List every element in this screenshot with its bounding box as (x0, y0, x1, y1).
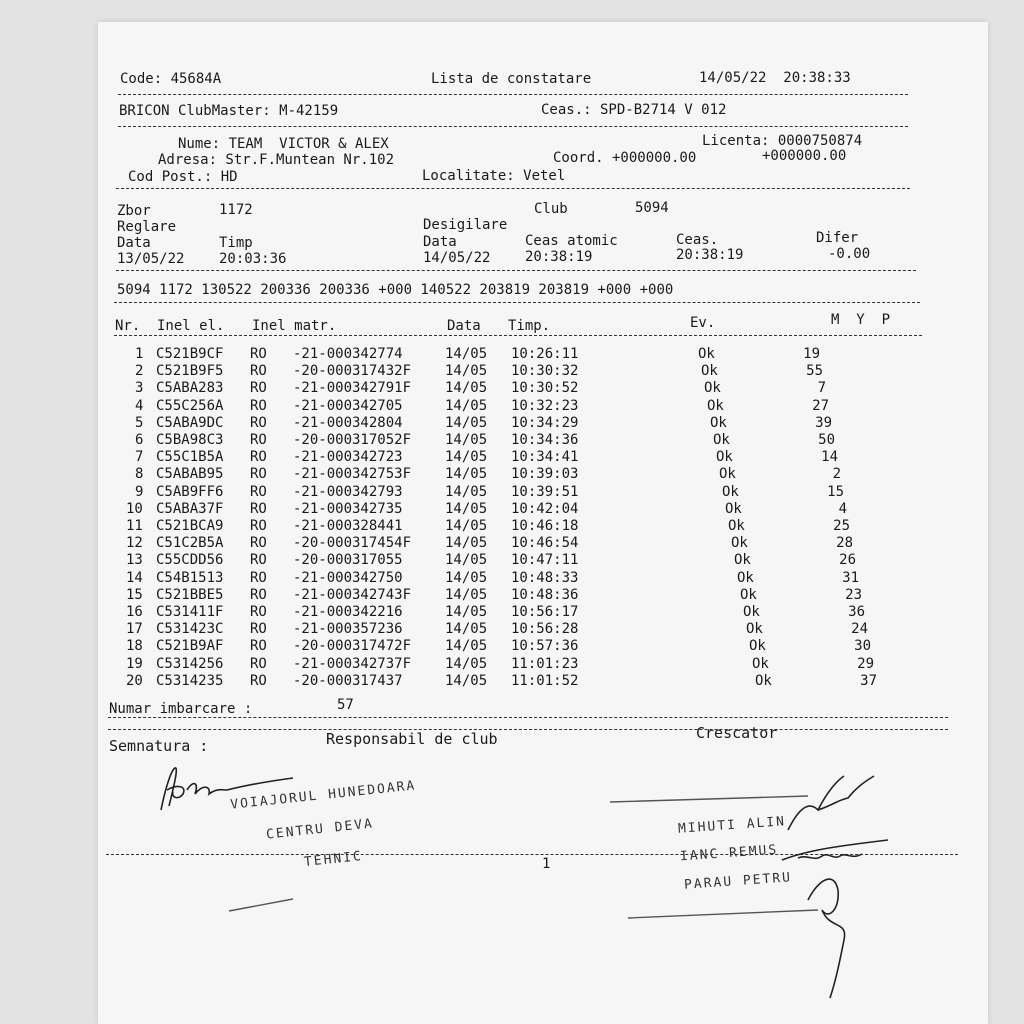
stamp-line-name-2: IANC REMUS (679, 842, 779, 865)
row-electronic-ring: C531423C (156, 621, 224, 638)
row-time: 10:26:11 (511, 346, 579, 362)
row-ring-id: -21-000342743F (293, 586, 412, 603)
desigilare-date-label: Data (423, 234, 457, 250)
row-event: Ok (755, 672, 772, 689)
row-ring-id: -21-000328441 (293, 518, 403, 534)
row-country: RO (250, 483, 267, 500)
reglare-time: 20:03:36 (219, 251, 287, 267)
col-header-nr: Nr. (115, 318, 141, 334)
row-electronic-ring: C51C2B5A (156, 535, 224, 552)
table-row (98, 363, 988, 380)
row-electronic-ring: C521B9AF (156, 638, 224, 655)
row-number: 13 (126, 552, 143, 569)
row-event: Ok (725, 500, 742, 517)
row-date: 14/05 (445, 518, 488, 534)
atomic-clock-time: 20:38:19 (525, 249, 593, 265)
row-date: 14/05 (445, 621, 488, 638)
row-count: 14 (821, 449, 838, 466)
row-ring-id: -21-000342793 (293, 483, 403, 500)
row-time: 10:39:51 (511, 483, 579, 500)
row-country: RO (250, 655, 267, 672)
row-event: Ok (719, 466, 736, 483)
document-code: Code: 45684A (120, 71, 222, 87)
flight-number: 1172 (219, 202, 253, 218)
row-count: 25 (833, 518, 850, 534)
row-electronic-ring: C55C1B5A (156, 449, 224, 466)
row-count: 26 (839, 552, 856, 569)
row-time: 10:39:03 (511, 466, 579, 483)
row-number: 16 (126, 604, 143, 620)
row-country: RO (250, 500, 267, 517)
desigilare-label: Desigilare (423, 217, 508, 233)
row-number: 20 (126, 672, 143, 689)
row-number: 18 (126, 638, 143, 655)
stamp-line-organization: VOIAJORUL HUNEDOARA (229, 778, 417, 813)
coordinates-secondary: +000000.00 (762, 148, 847, 164)
divider (118, 126, 908, 127)
row-count: 31 (842, 569, 859, 586)
table-row (98, 449, 988, 466)
table-row (98, 656, 988, 673)
reglare-time-label: Timp (219, 235, 253, 251)
row-event: Ok (704, 380, 721, 397)
row-date: 14/05 (445, 397, 488, 414)
row-country: RO (250, 621, 267, 638)
col-header-ev: Ev. (690, 315, 716, 331)
row-time: 10:30:52 (511, 380, 579, 397)
reglare-label: Reglare (117, 219, 177, 235)
row-event: Ok (740, 586, 757, 603)
row-electronic-ring: C521BBE5 (156, 586, 224, 603)
row-date: 14/05 (445, 346, 488, 362)
desigilare-date: 14/05/22 (423, 250, 491, 266)
row-ring-id: -20-000317052F (293, 432, 412, 448)
difference-label: Difer (816, 230, 859, 246)
row-time: 10:46:18 (511, 518, 579, 534)
document-title: Lista de constatare (431, 71, 592, 87)
row-time: 10:46:54 (511, 535, 579, 552)
row-time: 10:48:33 (511, 569, 579, 586)
row-number: 1 (135, 346, 144, 362)
stamp-mark (223, 877, 303, 917)
row-event: Ok (710, 414, 727, 431)
row-ring-id: -20-000317437 (293, 672, 403, 689)
col-header-myp: M Y P (831, 312, 891, 328)
row-count: 4 (838, 500, 847, 517)
row-ring-id: -21-000342791F (293, 380, 412, 397)
table-row (98, 432, 988, 449)
atomic-clock-label: Ceas atomic (525, 233, 618, 249)
row-electronic-ring: C531411F (156, 604, 224, 620)
constatare-sheet (98, 22, 988, 1024)
row-count: 23 (845, 586, 862, 603)
row-count: 2 (832, 466, 841, 483)
row-country: RO (250, 346, 267, 362)
row-number: 12 (126, 535, 143, 552)
row-electronic-ring: C521B9F5 (156, 363, 224, 380)
row-count: 30 (854, 638, 871, 655)
divider (114, 335, 922, 336)
row-country: RO (250, 604, 267, 620)
row-country: RO (250, 672, 267, 689)
clock-id: Ceas.: SPD-B2714 V 012 (541, 102, 727, 118)
row-event: Ok (701, 363, 718, 380)
locality: Localitate: Vetel (422, 168, 566, 184)
clock-time: 20:38:19 (676, 247, 744, 263)
col-header-inel-matr: Inel matr. (252, 318, 337, 334)
divider (108, 729, 948, 730)
row-date: 14/05 (445, 672, 488, 689)
row-electronic-ring: C55C256A (156, 397, 224, 414)
table-row (98, 380, 988, 397)
row-event: Ok (713, 432, 730, 448)
table-row (98, 621, 988, 638)
row-date: 14/05 (445, 535, 488, 552)
row-count: 27 (812, 397, 829, 414)
clock-label: Ceas. (676, 232, 719, 248)
row-country: RO (250, 414, 267, 431)
row-time: 11:01:23 (511, 655, 579, 672)
table-row (98, 346, 988, 363)
table-row (98, 535, 988, 552)
row-event: Ok (746, 621, 763, 638)
row-electronic-ring: C5ABA37F (156, 500, 224, 517)
row-ring-id: -20-000317472F (293, 638, 412, 655)
row-date: 14/05 (445, 500, 488, 517)
row-ring-id: -21-000342753F (293, 466, 412, 483)
row-date: 14/05 (445, 552, 488, 569)
difference-value: -0.00 (828, 246, 871, 262)
row-number: 3 (135, 380, 144, 397)
table-row (98, 604, 988, 621)
row-event: Ok (722, 483, 739, 500)
coordinates: Coord. +000000.00 (553, 150, 697, 166)
row-date: 14/05 (445, 586, 488, 603)
row-electronic-ring: C5314256 (156, 655, 224, 672)
row-country: RO (250, 432, 267, 448)
table-row (98, 518, 988, 535)
row-time: 10:57:36 (511, 638, 579, 655)
row-electronic-ring: C55CDD56 (156, 552, 224, 569)
row-country: RO (250, 535, 267, 552)
row-number: 9 (135, 483, 144, 500)
row-count: 24 (851, 621, 868, 638)
row-number: 15 (126, 586, 143, 603)
row-country: RO (250, 449, 267, 466)
row-number: 14 (126, 569, 143, 586)
row-electronic-ring: C5AB9FF6 (156, 483, 224, 500)
row-date: 14/05 (445, 363, 488, 380)
row-country: RO (250, 569, 267, 586)
row-count: 50 (818, 432, 835, 448)
row-date: 14/05 (445, 432, 488, 448)
row-number: 17 (126, 621, 143, 638)
row-date: 14/05 (445, 449, 488, 466)
row-number: 6 (135, 432, 144, 448)
row-time: 10:34:36 (511, 432, 579, 448)
page-number: 1 (542, 856, 551, 872)
row-country: RO (250, 552, 267, 569)
reglare-date: 13/05/22 (117, 251, 185, 267)
table-row (98, 552, 988, 569)
row-date: 14/05 (445, 655, 488, 672)
table-row (98, 638, 988, 655)
row-time: 10:56:28 (511, 621, 579, 638)
divider (116, 270, 916, 271)
breeder-label: Crescator (696, 724, 778, 742)
row-time: 10:48:36 (511, 586, 579, 603)
row-date: 14/05 (445, 638, 488, 655)
row-count: 29 (857, 655, 874, 672)
row-country: RO (250, 586, 267, 603)
row-number: 4 (135, 397, 144, 414)
table-row (98, 501, 988, 518)
row-country: RO (250, 518, 267, 534)
row-count: 36 (848, 604, 865, 620)
row-ring-id: -21-000342216 (293, 604, 403, 620)
row-electronic-ring: C5314235 (156, 672, 224, 689)
club-label: Club (534, 201, 568, 217)
row-ring-id: -20-000317454F (293, 535, 412, 552)
signature-label: Semnatura : (109, 737, 209, 755)
row-electronic-ring: C521BCA9 (156, 518, 224, 534)
row-electronic-ring: C521B9CF (156, 346, 224, 362)
row-number: 5 (135, 414, 144, 431)
table-row (98, 466, 988, 483)
table-row (98, 570, 988, 587)
row-count: 55 (806, 363, 823, 380)
row-count: 7 (817, 380, 826, 397)
row-ring-id: -21-000342705 (293, 397, 403, 414)
row-count: 15 (827, 483, 844, 500)
row-electronic-ring: C5ABA283 (156, 380, 224, 397)
stamp-line-name-1: MIHUTI ALIN (677, 814, 787, 837)
row-event: Ok (749, 638, 766, 655)
stamp-line-type: TEHNIC (303, 848, 364, 871)
club-responsible-label: Responsabil de club (326, 730, 498, 748)
row-number: 8 (135, 466, 144, 483)
row-count: 37 (860, 672, 877, 689)
club-number: 5094 (635, 200, 669, 216)
row-country: RO (250, 638, 267, 655)
clubmaster-id: BRICON ClubMaster: M-42159 (119, 103, 339, 119)
club-responsible-signature (153, 760, 303, 820)
row-event: Ok (743, 604, 760, 620)
row-event: Ok (752, 655, 769, 672)
row-date: 14/05 (445, 380, 488, 397)
divider (118, 94, 908, 95)
row-electronic-ring: C5ABA9DC (156, 414, 224, 431)
row-time: 10:34:41 (511, 449, 579, 466)
col-header-timp: Timp. (508, 318, 551, 334)
row-count: 39 (815, 414, 832, 431)
table-row (98, 587, 988, 604)
owner-address: Adresa: Str.F.Muntean Nr.102 (158, 152, 395, 168)
row-country: RO (250, 380, 267, 397)
row-number: 10 (126, 500, 143, 517)
stamp-border-right (608, 794, 828, 924)
row-country: RO (250, 397, 267, 414)
row-electronic-ring: C5BA98C3 (156, 432, 224, 448)
divider (108, 717, 948, 718)
divider (116, 188, 910, 189)
row-electronic-ring: C5ABAB95 (156, 466, 224, 483)
row-date: 14/05 (445, 466, 488, 483)
row-time: 10:56:17 (511, 604, 579, 620)
row-ring-id: -21-000342723 (293, 449, 403, 466)
table-row (98, 415, 988, 432)
row-number: 2 (135, 363, 144, 380)
row-event: Ok (707, 397, 724, 414)
row-ring-id: -21-000342750 (293, 569, 403, 586)
row-ring-id: -21-000342735 (293, 500, 403, 517)
table-row (98, 484, 988, 501)
row-date: 14/05 (445, 569, 488, 586)
row-time: 11:01:52 (511, 672, 579, 689)
license-number: Licenta: 0000750874 (702, 133, 863, 149)
row-time: 10:30:32 (511, 363, 579, 380)
divider (114, 302, 920, 303)
postal-code: Cod Post.: HD (128, 169, 238, 185)
stamp-line-center: CENTRU DEVA (265, 816, 375, 843)
owner-name: Nume: TEAM VICTOR & ALEX (178, 136, 389, 152)
row-number: 19 (126, 655, 143, 672)
row-event: Ok (698, 346, 715, 362)
row-time: 10:34:29 (511, 414, 579, 431)
row-ring-id: -21-000357236 (293, 621, 403, 638)
table-row (98, 398, 988, 415)
row-ring-id: -21-000342804 (293, 414, 403, 431)
col-header-data: Data (447, 318, 481, 334)
row-date: 14/05 (445, 604, 488, 620)
row-country: RO (250, 466, 267, 483)
row-event: Ok (731, 535, 748, 552)
row-count: 19 (803, 346, 820, 362)
row-count: 28 (836, 535, 853, 552)
row-event: Ok (728, 518, 745, 534)
flight-code-line: 5094 1172 130522 200336 200336 +000 140522 203819 203819 +000 +000 (117, 282, 674, 298)
row-event: Ok (734, 552, 751, 569)
row-ring-id: -20-000317055 (293, 552, 403, 569)
document-datetime: 14/05/22 20:38:33 (699, 70, 851, 86)
row-number: 7 (135, 449, 144, 466)
row-ring-id: -20-000317432F (293, 363, 412, 380)
row-electronic-ring: C54B1513 (156, 569, 224, 586)
row-event: Ok (716, 449, 733, 466)
row-time: 10:42:04 (511, 500, 579, 517)
table-row (98, 673, 988, 690)
reglare-date-label: Data (117, 235, 151, 251)
row-event: Ok (737, 569, 754, 586)
boarding-count-label: Numar imbarcare : (109, 701, 253, 717)
col-header-inel-el: Inel el. (157, 318, 225, 334)
row-ring-id: -21-000342737F (293, 655, 412, 672)
row-time: 10:32:23 (511, 397, 579, 414)
row-date: 14/05 (445, 483, 488, 500)
row-ring-id: -21-000342774 (293, 346, 403, 362)
boarding-count-value: 57 (337, 697, 354, 713)
row-country: RO (250, 363, 267, 380)
flight-label: Zbor (117, 203, 151, 219)
stamp-line-name-3: PARAU PETRU (683, 870, 793, 893)
row-time: 10:47:11 (511, 552, 579, 569)
row-number: 11 (126, 518, 143, 534)
row-date: 14/05 (445, 414, 488, 431)
